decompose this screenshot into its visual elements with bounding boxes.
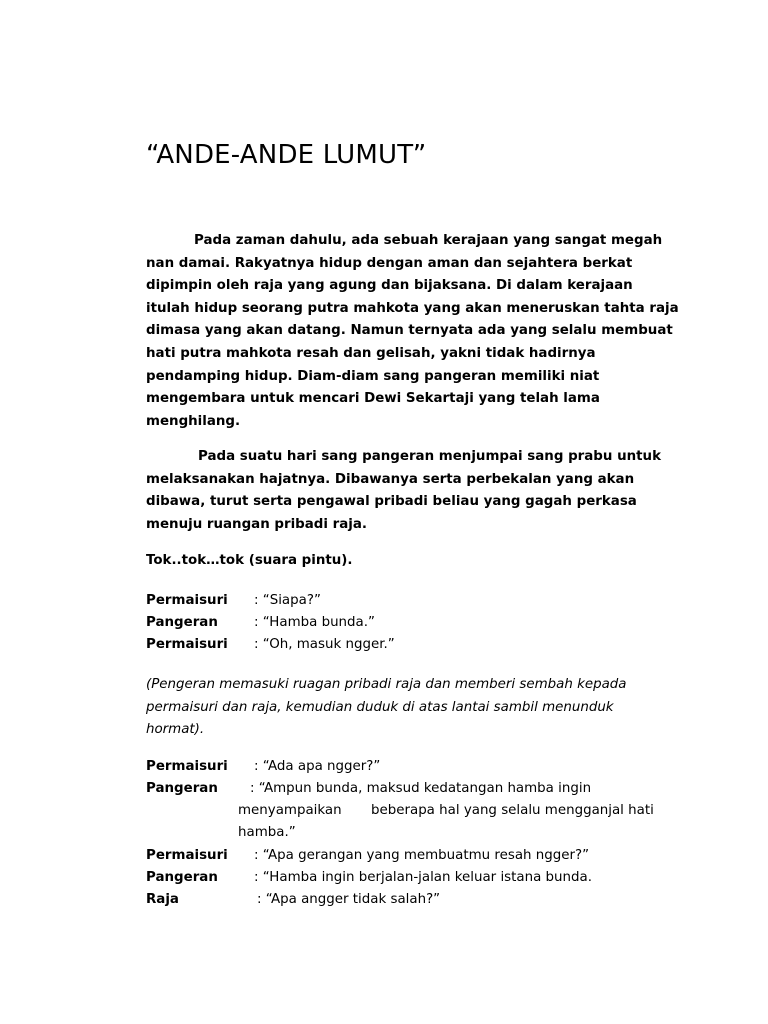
- paragraph-1-line: menghilang.: [146, 413, 241, 429]
- stage-direction-line: permaisuri dan raja, kemudian duduk di atas lantai sambil menunduk: [146, 699, 614, 715]
- paragraph-1-line: Pada zaman dahulu, ada sebuah kerajaan yang sangat megah: [194, 233, 663, 248]
- dialog-text: : “Siapa?”: [254, 593, 321, 608]
- paragraph-2-line: Pada suatu hari sang pangeran menjumpai sang prabu untuk: [198, 449, 661, 464]
- paragraph-1-line: hati putra mahkota resah dan gelisah, yakni tidak hadirnya: [146, 345, 596, 361]
- speaker-name: Pangeran: [146, 781, 218, 796]
- paragraph-1-line: itulah hidup seorang putra mahkota yang akan meneruskan tahta raja: [146, 300, 679, 316]
- dialog-text: : “Apa angger tidak salah?”: [257, 892, 441, 907]
- speaker-name: Permaisuri: [146, 593, 228, 608]
- paragraph-2-line: dibawa, turut serta pengawal pribadi beliau yang gagah perkasa: [146, 494, 637, 510]
- speaker-name: Permaisuri: [146, 759, 228, 774]
- paragraph-2: [146, 446, 666, 536]
- dialog-continuation: menyampaikan: [238, 803, 342, 818]
- paragraph-2-line: melaksanakan hajatnya. Dibawanya serta perbekalan yang akan: [146, 471, 635, 487]
- speaker-name: Permaisuri: [146, 848, 228, 863]
- dialog-continuation: hamba.”: [238, 825, 296, 840]
- paragraph-1-line: pendamping hidup. Diam-diam sang pangeran memiliki niat: [146, 368, 600, 384]
- paragraph-1-line: dimasa yang akan datang. Namun ternyata ada yang selalu membuat: [146, 323, 673, 339]
- dialog-text: : “Hamba bunda.”: [254, 615, 375, 630]
- dialog-text: : “Oh, masuk ngger.”: [254, 637, 395, 652]
- dialog-text: : “Apa gerangan yang membuatmu resah ngger?”: [254, 848, 590, 863]
- speaker-name: Pangeran: [146, 870, 218, 885]
- paragraph-1-line: nan damai. Rakyatnya hidup dengan aman dan sejahtera berkat: [146, 255, 633, 271]
- paragraph-1-line: mengembara untuk mencari Dewi Sekartaji yang telah lama: [146, 391, 600, 407]
- stage-direction: [146, 674, 627, 742]
- dialog-text: : “Ada apa ngger?”: [254, 759, 381, 774]
- dialog-continuation: beberapa hal yang selalu mengganjal hati: [371, 803, 654, 818]
- paragraph-1-line: dipimpin oleh raja yang agung dan bijaksana. Di dalam kerajaan: [146, 278, 633, 294]
- story-title: “ANDE-ANDE LUMUT”: [146, 140, 427, 170]
- dialog-text: : “Hamba ingin berjalan-jalan keluar istana bunda.: [254, 870, 592, 885]
- sound-effect-line: Tok..tok…tok (suara pintu).: [146, 553, 353, 568]
- paragraph-1: [146, 230, 679, 433]
- speaker-name: Pangeran: [146, 615, 218, 630]
- paragraph-2-line: menuju ruangan pribadi raja.: [146, 516, 367, 532]
- speaker-name: Raja: [146, 892, 179, 907]
- dialog-text: : “Ampun bunda, maksud kedatangan hamba ingin: [250, 781, 592, 796]
- speaker-name: Permaisuri: [146, 637, 228, 652]
- stage-direction-line: (Pengeran memasuki ruagan pribadi raja dan memberi sembah kepada: [146, 677, 627, 692]
- stage-direction-line: hormat).: [146, 722, 205, 738]
